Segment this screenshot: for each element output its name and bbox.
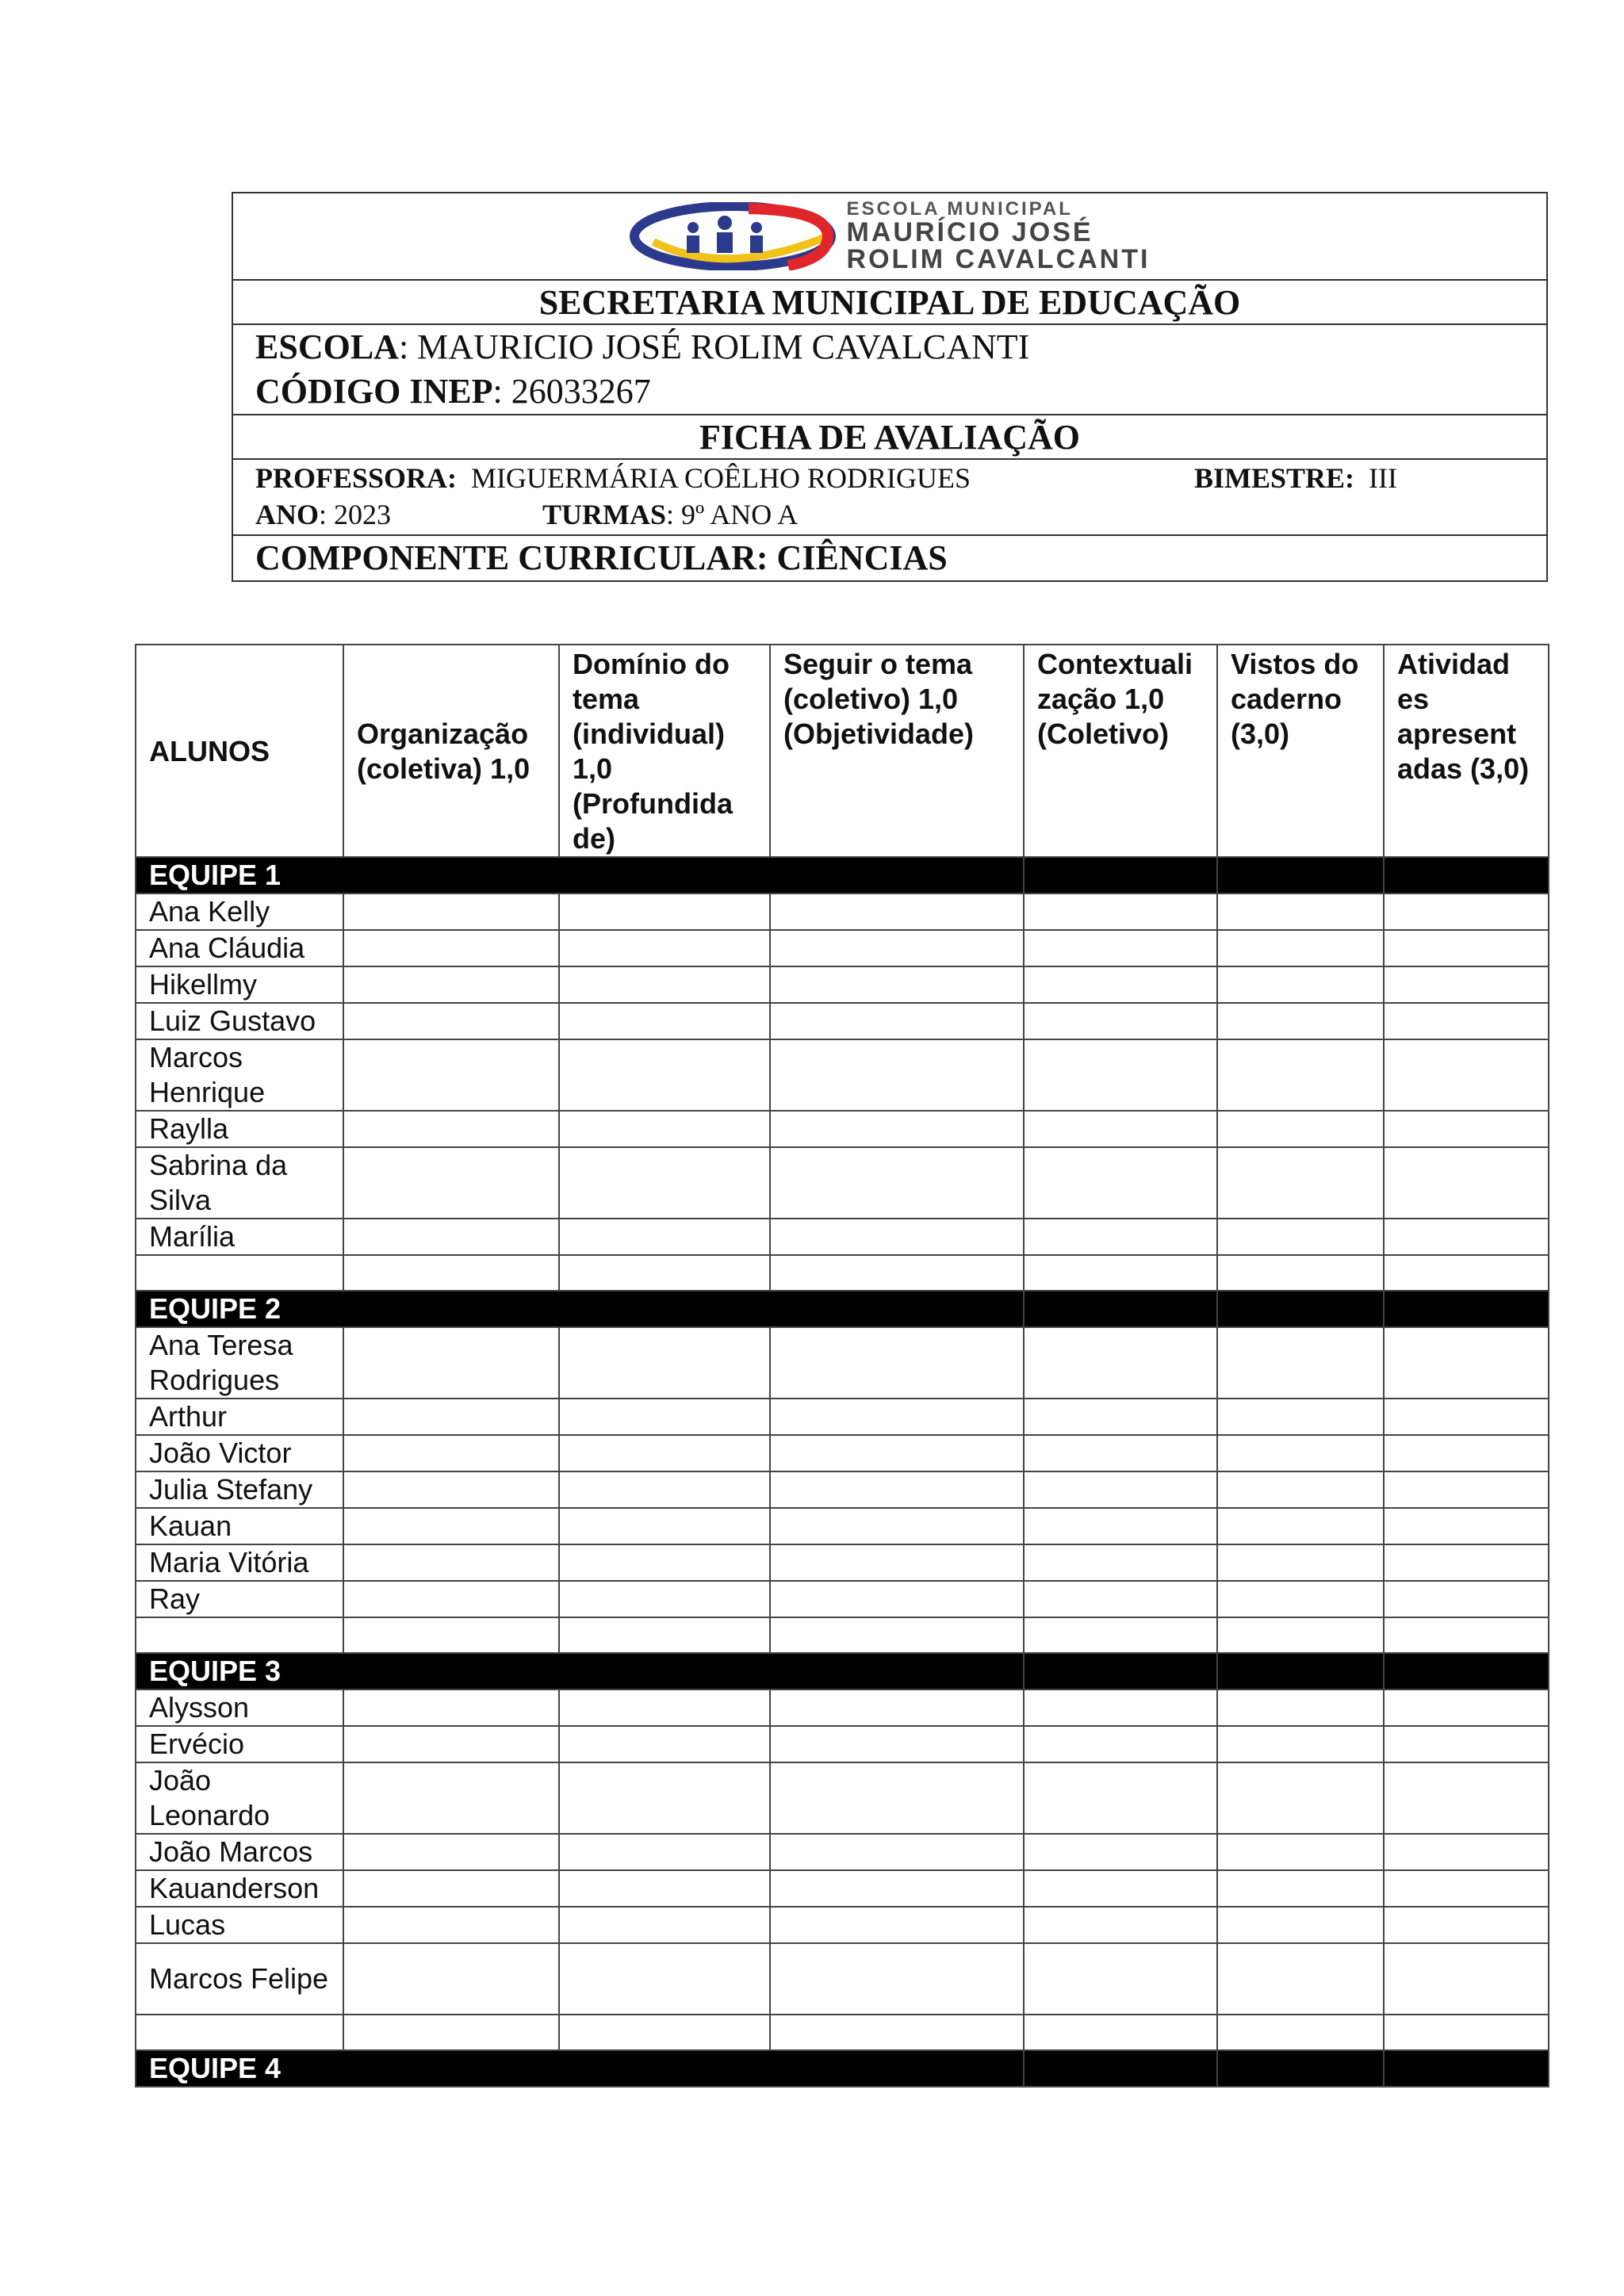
- student-row: [136, 1508, 1549, 1544]
- student-name: Ana Cláudia: [136, 930, 343, 966]
- grade-cell[interactable]: [770, 1508, 1024, 1544]
- grade-cell[interactable]: [1024, 1544, 1217, 1581]
- team-header-fill: [1024, 857, 1217, 894]
- student-row: [136, 1471, 1549, 1508]
- grade-cell[interactable]: [559, 1617, 770, 1653]
- grade-cell[interactable]: [1217, 1471, 1384, 1508]
- student-row: [136, 1726, 1549, 1762]
- grade-cell[interactable]: [770, 930, 1024, 966]
- grade-cell[interactable]: [770, 1219, 1024, 1255]
- student-row: [136, 1039, 1549, 1111]
- team-header-fill: [1217, 2050, 1384, 2087]
- inep-label: CÓDIGO INEP: [255, 372, 493, 411]
- student-row: [136, 1111, 1549, 1147]
- grade-cell[interactable]: [1217, 2015, 1384, 2050]
- team-name: EQUIPE 3: [136, 1653, 343, 1689]
- blank-row: [136, 1255, 1549, 1291]
- team-header-row: [136, 1291, 1549, 1327]
- grade-cell[interactable]: [1024, 1111, 1217, 1147]
- professora-label: PROFESSORA:: [255, 462, 458, 494]
- header-box: [232, 192, 1548, 582]
- student-name: João Victor: [136, 1435, 343, 1471]
- student-name: Marcos Felipe: [136, 1943, 343, 2015]
- col-header-contextualizacao: Contextuali zação 1,0 (Coletivo): [1024, 645, 1217, 857]
- grade-cell[interactable]: [559, 1907, 770, 1943]
- grade-cell[interactable]: [1217, 894, 1384, 930]
- grade-cell[interactable]: [1384, 1689, 1549, 1726]
- grade-cell[interactable]: [1024, 930, 1217, 966]
- team-name: EQUIPE 1: [136, 857, 343, 894]
- grade-cell[interactable]: [559, 1039, 770, 1111]
- student-row: [136, 1907, 1549, 1943]
- grade-cell[interactable]: [559, 1726, 770, 1762]
- logo-line-2: MAURÍCIO JOSÉ: [846, 217, 1094, 247]
- grade-cell[interactable]: [770, 2015, 1024, 2050]
- grade-cell[interactable]: [343, 1219, 559, 1255]
- grade-cell[interactable]: [1024, 1581, 1217, 1617]
- grade-cell[interactable]: [1384, 1255, 1549, 1291]
- team-header-fill: [1217, 1653, 1384, 1689]
- grade-cell[interactable]: [1024, 1039, 1217, 1111]
- grade-cell[interactable]: [1384, 1111, 1549, 1147]
- grade-cell[interactable]: [1384, 894, 1549, 930]
- student-row: [136, 1870, 1549, 1907]
- team-header-fill: [1384, 1653, 1549, 1689]
- grade-cell[interactable]: [1217, 1399, 1384, 1435]
- grade-cell[interactable]: [1217, 1907, 1384, 1943]
- grade-cell[interactable]: [770, 1907, 1024, 1943]
- professora-value: MIGUERMÁRIA COÊLHO RODRIGUES: [471, 462, 971, 494]
- grade-cell[interactable]: [770, 1581, 1024, 1617]
- grade-cell[interactable]: [1024, 1255, 1217, 1291]
- grade-cell[interactable]: [559, 930, 770, 966]
- student-row: [136, 1147, 1549, 1219]
- student-name: Maria Vitória: [136, 1544, 343, 1581]
- bimestre-label: BIMESTRE:: [1194, 462, 1355, 494]
- grade-cell[interactable]: [559, 1435, 770, 1471]
- grade-cell[interactable]: [1024, 2015, 1217, 2050]
- student-name: Ana Teresa Rodrigues: [136, 1327, 343, 1399]
- grade-cell[interactable]: [1024, 1147, 1217, 1219]
- grade-cell[interactable]: [770, 1471, 1024, 1508]
- grade-cell[interactable]: [1217, 1327, 1384, 1399]
- grade-cell[interactable]: [1217, 1003, 1384, 1039]
- school-logo-icon: [630, 202, 836, 270]
- table-header-row: [136, 645, 1549, 857]
- team-header-fill: [343, 1291, 1024, 1327]
- grade-cell[interactable]: [559, 1003, 770, 1039]
- grade-cell[interactable]: [770, 1689, 1024, 1726]
- grade-cell[interactable]: [1217, 930, 1384, 966]
- grade-cell[interactable]: [770, 1003, 1024, 1039]
- grade-cell[interactable]: [1217, 1689, 1384, 1726]
- grade-cell[interactable]: [343, 1327, 559, 1399]
- student-name: Ervécio: [136, 1726, 343, 1762]
- grade-cell[interactable]: [559, 1219, 770, 1255]
- grade-cell[interactable]: [1384, 1471, 1549, 1508]
- grade-cell[interactable]: [770, 1834, 1024, 1870]
- grade-cell[interactable]: [1217, 1255, 1384, 1291]
- grade-cell[interactable]: [343, 1039, 559, 1111]
- grade-cell[interactable]: [343, 1581, 559, 1617]
- logo-line-3: ROLIM CAVALCANTI: [846, 244, 1151, 274]
- grade-cell[interactable]: [770, 1039, 1024, 1111]
- grade-cell[interactable]: [559, 1581, 770, 1617]
- grade-cell[interactable]: [1024, 1834, 1217, 1870]
- student-row: [136, 1399, 1549, 1435]
- team-header-row: [136, 1653, 1549, 1689]
- student-name: Julia Stefany: [136, 1471, 343, 1508]
- grade-cell[interactable]: [1384, 930, 1549, 966]
- grade-cell[interactable]: [1384, 1762, 1549, 1834]
- grade-cell[interactable]: [559, 1762, 770, 1834]
- student-name: Hikellmy: [136, 966, 343, 1003]
- school-info: [233, 325, 1546, 415]
- grade-cell[interactable]: [343, 1471, 559, 1508]
- grade-cell[interactable]: [1384, 1147, 1549, 1219]
- student-row: [136, 966, 1549, 1003]
- team-header-fill: [1384, 857, 1549, 894]
- school-logo-text: [847, 200, 1151, 273]
- grade-cell[interactable]: [1384, 966, 1549, 1003]
- grade-cell[interactable]: [1217, 1111, 1384, 1147]
- grade-cell[interactable]: [1217, 1581, 1384, 1617]
- student-row: [136, 1327, 1549, 1399]
- escola-line: [255, 325, 1546, 369]
- grade-cell[interactable]: [1217, 1870, 1384, 1907]
- grading-table: [135, 644, 1549, 2087]
- team-header-fill: [1024, 1653, 1217, 1689]
- grade-cell[interactable]: [770, 966, 1024, 1003]
- student-name: Alysson: [136, 1689, 343, 1726]
- inep-value: : 26033267: [492, 372, 651, 411]
- grade-cell[interactable]: [770, 1943, 1024, 2015]
- grade-cell[interactable]: [1024, 1907, 1217, 1943]
- grade-cell[interactable]: [343, 966, 559, 1003]
- grade-cell[interactable]: [1024, 1219, 1217, 1255]
- grade-cell[interactable]: [770, 1327, 1024, 1399]
- grade-cell[interactable]: [559, 1327, 770, 1399]
- grade-cell[interactable]: [1384, 2015, 1549, 2050]
- grade-cell[interactable]: [559, 894, 770, 930]
- ficha-title: FICHA DE AVALIAÇÃO: [233, 415, 1546, 460]
- grade-cell[interactable]: [343, 1399, 559, 1435]
- team-name: EQUIPE 2: [136, 1291, 343, 1327]
- student-row: [136, 1219, 1549, 1255]
- col-header-alunos: ALUNOS: [136, 645, 343, 857]
- student-row: [136, 894, 1549, 930]
- grade-cell[interactable]: [1024, 1508, 1217, 1544]
- student-name: Kauanderson: [136, 1870, 343, 1907]
- grade-cell[interactable]: [1024, 966, 1217, 1003]
- grade-cell[interactable]: [770, 1111, 1024, 1147]
- grade-cell[interactable]: [770, 894, 1024, 930]
- grade-cell[interactable]: [559, 1689, 770, 1726]
- grade-cell[interactable]: [1217, 1435, 1384, 1471]
- team-header-fill: [1217, 1291, 1384, 1327]
- bimestre-value: III: [1369, 462, 1398, 494]
- grade-cell[interactable]: [1384, 1003, 1549, 1039]
- team-header-fill: [1384, 2050, 1549, 2087]
- escola-value: : MAURICIO JOSÉ ROLIM CAVALCANTI: [398, 327, 1030, 366]
- student-name: Arthur: [136, 1399, 343, 1435]
- team-header-fill: [343, 1653, 1024, 1689]
- grade-cell[interactable]: [1384, 1870, 1549, 1907]
- blank-row: [136, 1617, 1549, 1653]
- grade-cell[interactable]: [1217, 1762, 1384, 1834]
- grade-cell[interactable]: [770, 1399, 1024, 1435]
- ano-value: : 2023: [319, 499, 392, 530]
- grade-cell[interactable]: [343, 1617, 559, 1653]
- ano-line: [255, 496, 391, 533]
- grade-cell[interactable]: [343, 1508, 559, 1544]
- grade-cell[interactable]: [770, 1870, 1024, 1907]
- student-name: Marcos Henrique: [136, 1039, 343, 1111]
- grade-cell[interactable]: [343, 1147, 559, 1219]
- team-header-fill: [1024, 1291, 1217, 1327]
- grade-cell[interactable]: [1217, 1147, 1384, 1219]
- team-header-row: [136, 2050, 1549, 2087]
- blank-name-cell: [136, 2015, 343, 2050]
- student-row: [136, 1581, 1549, 1617]
- team-header-row: [136, 857, 1549, 894]
- grade-cell[interactable]: [343, 1907, 559, 1943]
- grade-cell[interactable]: [1217, 1834, 1384, 1870]
- student-row: [136, 1689, 1549, 1726]
- team-header-fill: [1384, 1291, 1549, 1327]
- grade-cell[interactable]: [1384, 1435, 1549, 1471]
- professora-line: [255, 460, 971, 496]
- student-row: [136, 930, 1549, 966]
- col-header-atividades: Atividad es apresent adas (3,0): [1384, 645, 1549, 857]
- grade-cell[interactable]: [1217, 1219, 1384, 1255]
- turmas-value: : 9º ANO A: [666, 499, 799, 530]
- grade-cell[interactable]: [1384, 1943, 1549, 2015]
- student-name: Ana Kelly: [136, 894, 343, 930]
- grade-cell[interactable]: [343, 1726, 559, 1762]
- grade-cell[interactable]: [559, 1111, 770, 1147]
- student-name: Lucas: [136, 1907, 343, 1943]
- grade-cell[interactable]: [770, 1435, 1024, 1471]
- grade-cell[interactable]: [1024, 1399, 1217, 1435]
- grade-cell[interactable]: [1217, 1726, 1384, 1762]
- grade-cell[interactable]: [1384, 1581, 1549, 1617]
- componente-curricular: COMPONENTE CURRICULAR: CIÊNCIAS: [255, 538, 948, 577]
- col-header-vistos-caderno: Vistos do caderno (3,0): [1217, 645, 1384, 857]
- team-header-fill: [343, 857, 1024, 894]
- student-name: Ray: [136, 1581, 343, 1617]
- blank-name-cell: [136, 1255, 343, 1291]
- grade-cell[interactable]: [559, 1147, 770, 1219]
- grade-cell[interactable]: [559, 1471, 770, 1508]
- grade-cell[interactable]: [1024, 1689, 1217, 1726]
- grade-cell[interactable]: [343, 1003, 559, 1039]
- grade-cell[interactable]: [559, 1870, 770, 1907]
- grade-cell[interactable]: [1024, 1726, 1217, 1762]
- grade-cell[interactable]: [343, 1834, 559, 1870]
- grade-cell[interactable]: [1024, 1762, 1217, 1834]
- student-row: [136, 1544, 1549, 1581]
- team-header-fill: [1024, 2050, 1217, 2087]
- grade-cell[interactable]: [1024, 1943, 1217, 2015]
- grade-cell[interactable]: [1384, 1508, 1549, 1544]
- grade-cell[interactable]: [1217, 1617, 1384, 1653]
- col-header-organizacao: Organização (coletiva) 1,0: [343, 645, 559, 857]
- turmas-label: TURMAS: [542, 499, 667, 530]
- blank-name-cell: [136, 1617, 343, 1653]
- grade-cell[interactable]: [559, 2015, 770, 2050]
- inep-line: [255, 369, 1546, 414]
- grade-cell[interactable]: [343, 1255, 559, 1291]
- grade-cell[interactable]: [770, 1617, 1024, 1653]
- student-row: [136, 1003, 1549, 1039]
- col-header-dominio: Domínio do tema (individual) 1,0 (Profundida de): [559, 645, 770, 857]
- grade-cell[interactable]: [1024, 1327, 1217, 1399]
- team-header-fill: [1217, 857, 1384, 894]
- grade-cell[interactable]: [770, 1762, 1024, 1834]
- grade-cell[interactable]: [559, 1943, 770, 2015]
- student-name: Raylla: [136, 1111, 343, 1147]
- student-name: Sabrina da Silva: [136, 1147, 343, 1219]
- student-name: João Marcos: [136, 1834, 343, 1870]
- grade-cell[interactable]: [559, 1399, 770, 1435]
- student-name: Luiz Gustavo: [136, 1003, 343, 1039]
- team-name: EQUIPE 4: [136, 2050, 343, 2087]
- bimestre-line: [1194, 460, 1397, 496]
- logo-row: [233, 193, 1546, 281]
- grade-cell[interactable]: [343, 1943, 559, 2015]
- table-body: [136, 857, 1549, 2087]
- grade-cell[interactable]: [1024, 1471, 1217, 1508]
- grade-cell[interactable]: [1024, 1003, 1217, 1039]
- professor-info: [233, 460, 1546, 536]
- grade-cell[interactable]: [1384, 1544, 1549, 1581]
- grade-cell[interactable]: [1384, 1399, 1549, 1435]
- grade-cell[interactable]: [1384, 1219, 1549, 1255]
- grade-cell[interactable]: [1384, 1039, 1549, 1111]
- grade-cell[interactable]: [770, 1255, 1024, 1291]
- grade-cell[interactable]: [770, 1544, 1024, 1581]
- grade-cell[interactable]: [1217, 1508, 1384, 1544]
- ano-label: ANO: [255, 499, 319, 530]
- grade-cell[interactable]: [559, 1544, 770, 1581]
- student-row: [136, 1435, 1549, 1471]
- grade-cell[interactable]: [1384, 1327, 1549, 1399]
- grade-cell[interactable]: [1024, 1617, 1217, 1653]
- student-row: [136, 1943, 1549, 2015]
- student-name: Kauan: [136, 1508, 343, 1544]
- secretaria-title: SECRETARIA MUNICIPAL DE EDUCAÇÃO: [233, 281, 1546, 325]
- student-name: Marília: [136, 1219, 343, 1255]
- grade-cell[interactable]: [343, 1762, 559, 1834]
- grade-cell[interactable]: [559, 966, 770, 1003]
- grade-cell[interactable]: [343, 2015, 559, 2050]
- grade-cell[interactable]: [1217, 1943, 1384, 2015]
- grade-cell[interactable]: [1217, 1039, 1384, 1111]
- blank-row: [136, 2015, 1549, 2050]
- grade-cell[interactable]: [770, 1147, 1024, 1219]
- grade-cell[interactable]: [1217, 1544, 1384, 1581]
- grade-cell[interactable]: [1217, 966, 1384, 1003]
- team-header-fill: [343, 2050, 1024, 2087]
- grade-cell[interactable]: [770, 1726, 1024, 1762]
- logo-line-1: ESCOLA MUNICIPAL: [846, 198, 1073, 220]
- grade-cell[interactable]: [343, 1544, 559, 1581]
- escola-label: ESCOLA: [255, 327, 399, 366]
- grade-cell[interactable]: [1384, 1907, 1549, 1943]
- grade-cell[interactable]: [343, 894, 559, 930]
- student-name: João Leonardo: [136, 1762, 343, 1834]
- turmas-line: [542, 496, 798, 533]
- grade-cell[interactable]: [1024, 1435, 1217, 1471]
- grade-cell[interactable]: [343, 1870, 559, 1907]
- grade-cell[interactable]: [343, 1689, 559, 1726]
- grade-cell[interactable]: [343, 1111, 559, 1147]
- grade-cell[interactable]: [343, 1435, 559, 1471]
- grade-cell[interactable]: [559, 1255, 770, 1291]
- student-row: [136, 1762, 1549, 1834]
- col-header-seguir-tema: Seguir o tema (coletivo) 1,0 (Objetividade): [770, 645, 1024, 857]
- grade-cell[interactable]: [1384, 1834, 1549, 1870]
- grade-cell[interactable]: [559, 1834, 770, 1870]
- grade-cell[interactable]: [1384, 1726, 1549, 1762]
- grade-cell[interactable]: [1384, 1617, 1549, 1653]
- grade-cell[interactable]: [343, 930, 559, 966]
- grade-cell[interactable]: [559, 1508, 770, 1544]
- grade-cell[interactable]: [1024, 894, 1217, 930]
- school-logo: [630, 200, 1151, 273]
- grade-cell[interactable]: [1024, 1870, 1217, 1907]
- student-row: [136, 1834, 1549, 1870]
